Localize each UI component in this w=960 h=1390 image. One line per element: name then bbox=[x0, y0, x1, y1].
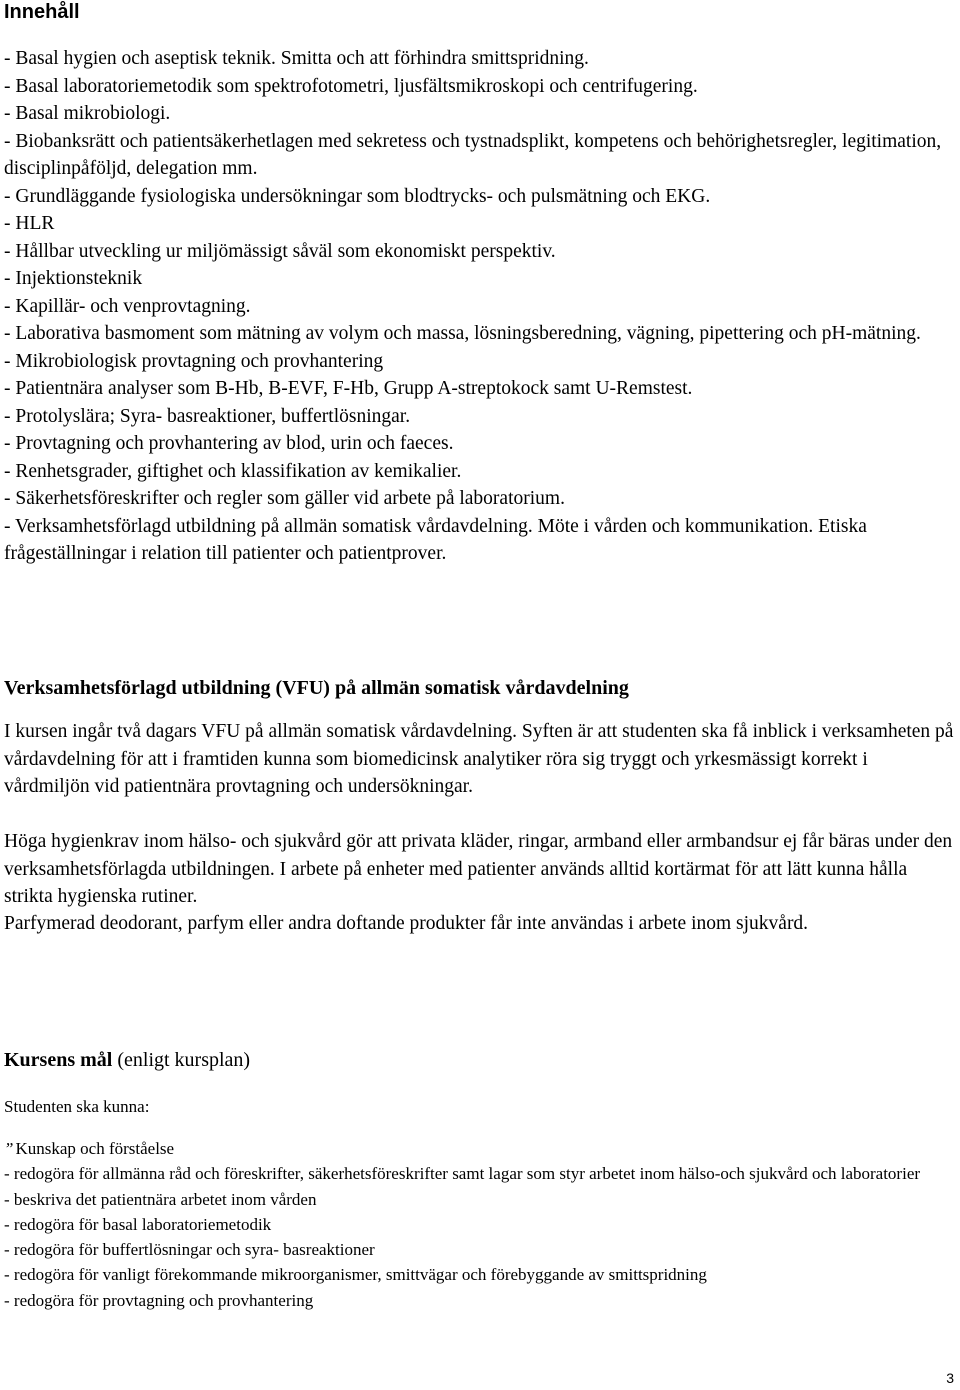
goals-intro: Studenten ska kunna: bbox=[4, 1097, 150, 1116]
contents-item: - Basal hygien och aseptisk teknik. Smitta och att förhindra smittspridning. bbox=[4, 48, 589, 69]
contents-item: - Grundläggande fysiologiska undersökningar som blodtrycks- och pulsmätning och EKG. bbox=[4, 185, 711, 207]
goal-item: - redogöra för vanligt förekommande mikroorganismer, smittvägar och förebyggande av smittspridning bbox=[4, 1265, 707, 1285]
contents-item: - Injektionsteknik bbox=[4, 268, 143, 289]
goal-item: - redogöra för buffertlösningar och syra- basreaktioner bbox=[4, 1240, 375, 1260]
goal-item: - redogöra för basal laboratoriemetodik bbox=[4, 1214, 272, 1234]
goals-heading-note: (enligt kursplan) bbox=[117, 1049, 251, 1071]
goals-heading-bold: Kursens mål bbox=[4, 1049, 113, 1071]
contents-item: - Basal laboratoriemetodik som spektrofotometri, ljusfältsmikroskopi och centrifugering. bbox=[4, 75, 698, 97]
contents-item: - Renhetsgrader, giftighet och klassifikation av kemikalier. bbox=[4, 460, 462, 482]
contents-item: - Kapillär- och venprovtagning. bbox=[4, 295, 251, 317]
contents-item: - Basal mikrobiologi. bbox=[4, 103, 171, 124]
goals-subheading-text: Kunskap och förståelse bbox=[15, 1139, 175, 1158]
contents-item: - Patientnära analyser som B-Hb, B-EVF, F-Hb, Grupp A-streptokock samt U-Remstest. bbox=[4, 378, 693, 399]
goals-subheading bbox=[4, 1136, 956, 1161]
vfu-paragraph-purpose: I kursen ingår två dagars VFU på allmän somatisk vårdavdelning. Syften är att studenten ska få inblick i verksamheten på vårdavdelning för att i framtiden kunna som biomedicinsk analytiker röra sig tryggt och yrkesmässigt korrekt i vårdmiljön vid patientnära provtagning och undersökningar. bbox=[4, 721, 954, 797]
contents-item: - Verksamhetsförlagd utbildning på allmän somatisk vårdavdelning. Möte i vården och kommunikation. Etiska frågeställningar i relation till patienter och patientprover. bbox=[4, 515, 867, 564]
contents-heading: Innehåll bbox=[4, 1, 80, 23]
goal-item: - redogöra för provtagning och provhantering bbox=[4, 1290, 314, 1310]
page-number: 3 bbox=[946, 1370, 954, 1386]
vfu-paragraph-perfume: Parfymerad deodorant, parfym eller andra doftande produkter får inte användas i arbete inom sjukvård. bbox=[4, 913, 809, 934]
goal-item: - redogöra för allmänna råd och föreskrifter, säkerhetsföreskrifter samt lagar som styr arbetet inom hälso-och sjukvård och laboratorier bbox=[4, 1164, 921, 1184]
contents-list bbox=[4, 45, 956, 568]
contents-item: - Provtagning och provhantering av blod, urin och faeces. bbox=[4, 433, 454, 454]
quote-mark: ” bbox=[4, 1139, 14, 1158]
contents-item: - Laborativa basmoment som mätning av volym och massa, lösningsberedning, vägning, pipettering och pH-mätning. bbox=[4, 323, 921, 344]
goals-list bbox=[4, 1161, 956, 1313]
goal-item: - beskriva det patientnära arbetet inom vården bbox=[4, 1189, 317, 1209]
contents-item: - Hållbar utveckling ur miljömässigt såväl som ekonomiskt perspektiv. bbox=[4, 240, 556, 262]
goals-block bbox=[4, 1136, 956, 1313]
contents-item: - Säkerhetsföreskrifter och regler som gäller vid arbete på laboratorium. bbox=[4, 488, 565, 509]
goals-heading bbox=[4, 1047, 250, 1073]
contents-item: - Mikrobiologisk provtagning och provhantering bbox=[4, 350, 384, 372]
contents-item: - Biobanksrätt och patientsäkerhetlagen med sekretess och tystnadsplikt, kompetens och behörighetsregler, legitimation, disciplinpåföljd, delegation mm. bbox=[4, 130, 942, 179]
vfu-paragraph-hygiene: Höga hygienkrav inom hälso- och sjukvård gör att privata kläder, ringar, armband eller armbandsur ej får bäras under den verksamhetsförlagda utbildningen. I arbete på enheter med patienter används alltid kortärmat för att lätt kunna hålla strikta hygienska rutiner. bbox=[4, 831, 953, 907]
contents-item: - HLR bbox=[4, 213, 55, 234]
vfu-heading: Verksamhetsförlagd utbildning (VFU) på allmän somatisk vårdavdelning bbox=[4, 677, 629, 699]
contents-item: - Protolyslära; Syra- basreaktioner, buffertlösningar. bbox=[4, 405, 411, 427]
